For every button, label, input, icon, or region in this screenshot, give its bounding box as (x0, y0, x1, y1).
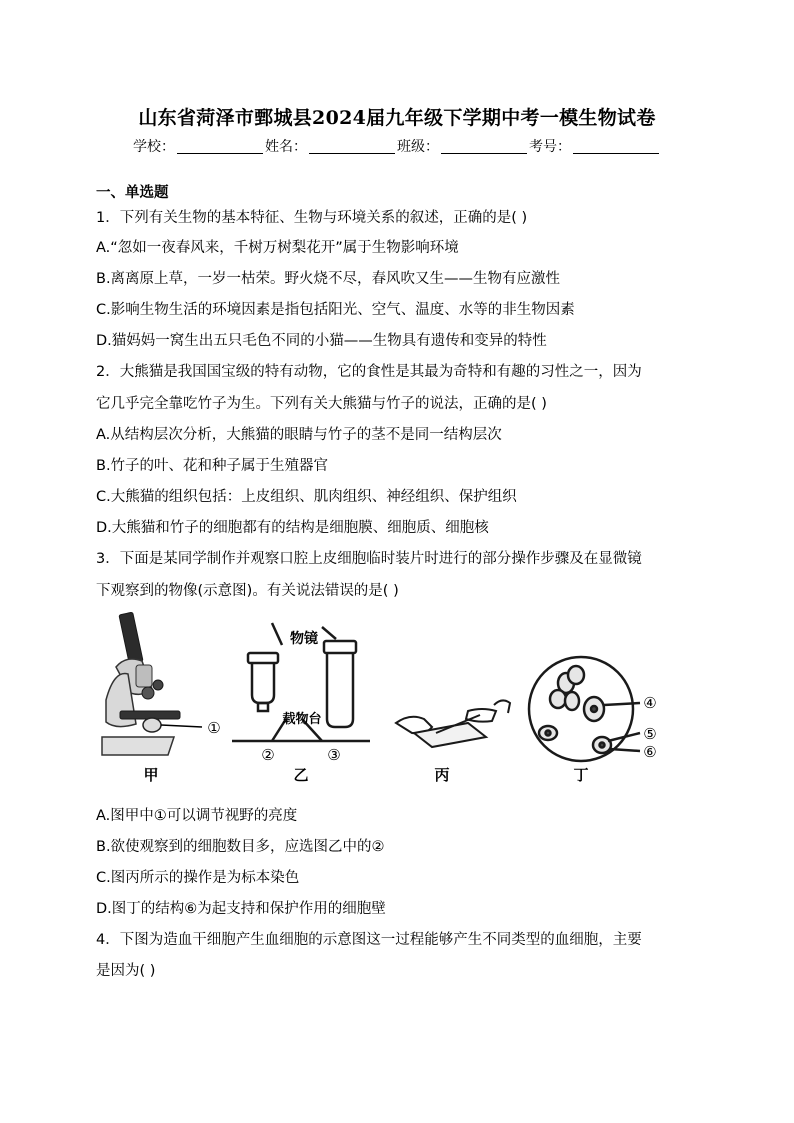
q2-stem-line1: 2．大熊猫是我国国宝级的特有动物，它的食性是其最为奇特和有趣的习性之一，因为 (96, 364, 642, 380)
q3-stem-line1: 3．下面是某同学制作并观察口腔上皮细胞临时装片时进行的部分操作步骤及在显微镜 (96, 551, 642, 567)
page-title: 山东省菏泽市鄄城县2024届九年级下学期中考一模生物试卷 (138, 107, 656, 129)
panel-label-yi: 乙 (293, 766, 309, 784)
q1-option-b: B.离离原上草，一岁一枯荣。野火烧不尽，春风吹又生——生物有应激性 (96, 271, 561, 287)
q3-figure (96, 605, 696, 790)
q2-stem-line2: 它几乎完全靠吃竹子为生。下列有关大熊猫与竹子的说法，正确的是( ) (96, 396, 547, 412)
q3-stem-line2: 下观察到的物像(示意图)。有关说法错误的是( ) (96, 583, 399, 599)
marker-1: ① (207, 719, 221, 737)
q2-option-b: B.竹子的叶、花和种子属于生殖器官 (96, 458, 329, 474)
q1-option-d: D.猫妈妈一窝生出五只毛色不同的小猫——生物具有遗传和变异的特性 (96, 333, 547, 349)
name-label: 姓名： (265, 139, 307, 155)
slide-staining-drawing (396, 700, 510, 747)
panel-label-ding: 丁 (573, 766, 589, 784)
class-label: 班级： (397, 139, 439, 155)
objective-label: 物镜 (290, 631, 318, 647)
school-blank[interactable] (177, 139, 263, 154)
q4-stem-line1: 4．下图为造血干细胞产生血细胞的示意图这一过程能够产生不同类型的血细胞，主要 (96, 932, 642, 948)
school-label: 学校： (133, 139, 175, 155)
marker-5: ⑤ (643, 725, 657, 743)
section-heading: 一、单选题 (96, 185, 169, 201)
stage-label: 载物台 (282, 712, 322, 727)
panel-label-bing: 丙 (434, 766, 450, 784)
microscope-drawing (102, 612, 202, 755)
marker-2: ② (261, 746, 275, 764)
marker-3: ③ (327, 746, 341, 764)
name-blank[interactable] (309, 139, 395, 154)
class-blank[interactable] (441, 139, 527, 154)
q1-stem: 1．下列有关生物的基本特征、生物与环境关系的叙述，正确的是( ) (96, 210, 528, 226)
q1-option-a: A.“忽如一夜春风来，千树万树梨花开”属于生物影响环境 (96, 240, 459, 256)
q3-option-c: C.图丙所示的操作是为标本染色 (96, 870, 300, 886)
field-of-view-drawing (529, 657, 640, 761)
marker-4: ④ (643, 694, 657, 712)
q2-option-a: A.从结构层次分析，大熊猫的眼睛与竹子的茎不是同一结构层次 (96, 427, 502, 443)
q1-option-c: C.影响生物生活的环境因素是指包括阳光、空气、温度、水等的非生物因素 (96, 302, 575, 318)
q3-option-b: B.欲使观察到的细胞数目多，应选图乙中的② (96, 839, 385, 855)
q2-option-d: D.大熊猫和竹子的细胞都有的结构是细胞膜、细胞质、细胞核 (96, 520, 489, 536)
q2-option-c: C.大熊猫的组织包括：上皮组织、肌肉组织、神经组织、保护组织 (96, 489, 517, 505)
student-info-row (0, 136, 794, 156)
panel-label-jia: 甲 (143, 766, 159, 784)
marker-6: ⑥ (643, 743, 657, 761)
q3-option-a: A.图甲中①可以调节视野的亮度 (96, 808, 298, 824)
exam-number-blank[interactable] (573, 139, 659, 154)
exam-number-label: 考号： (529, 139, 571, 155)
q3-option-d: D.图丁的结构⑥为起支持和保护作用的细胞壁 (96, 901, 386, 917)
q4-stem-line2: 是因为( ) (96, 963, 156, 979)
